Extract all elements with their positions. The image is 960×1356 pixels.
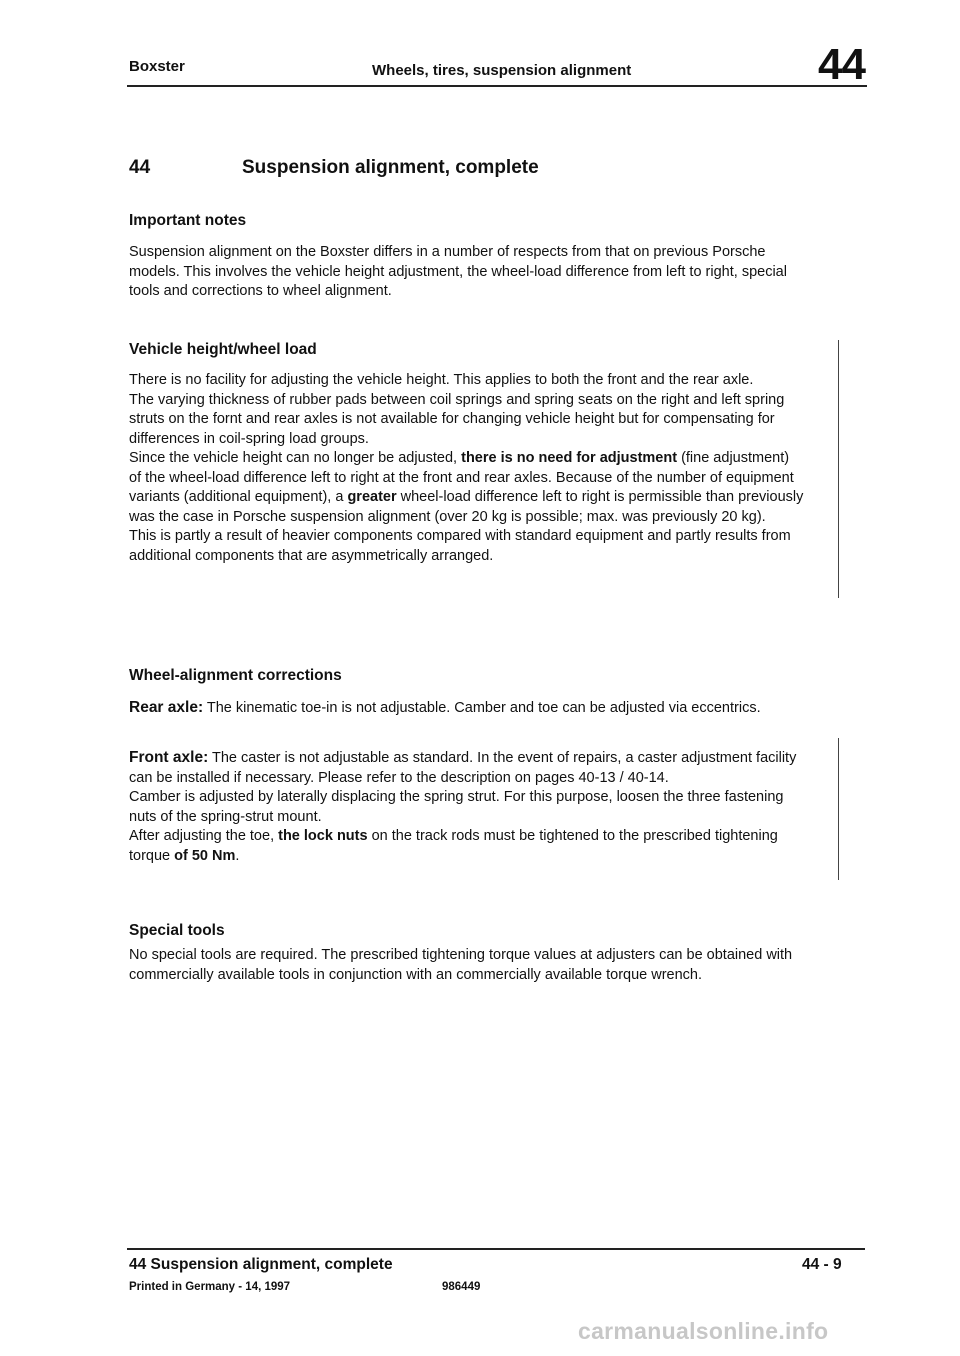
text-line: [129, 449, 854, 469]
text-run: (fine adjustment): [677, 450, 790, 466]
emphasis-text: of 50 Nm: [174, 847, 236, 864]
text-run: The kinematic toe-in is not adjustable. Camber and toe can be adjusted via eccentrics.: [203, 700, 761, 716]
text-line: of the wheel-load difference left to right at the front and rear axles. Because of the number of equipment: [129, 469, 794, 486]
footer-rule: [127, 1248, 865, 1250]
front-axle-text: [129, 748, 854, 866]
vehicle-height-text: [129, 371, 854, 566]
corrections-heading: Wheel-alignment corrections: [129, 667, 342, 684]
text-line: [129, 748, 854, 769]
text-line: [129, 827, 854, 847]
section-title: Suspension alignment, complete: [242, 157, 539, 178]
text-run: wheel-load difference left to right is permissible than previously: [396, 489, 804, 505]
text-line: There is no facility for adjusting the vehicle height. This applies to both the front and the rear axle.: [129, 372, 754, 388]
text-line: [129, 847, 854, 867]
text-run: After adjusting the toe,: [129, 828, 279, 844]
text-run: .: [235, 847, 240, 864]
text-line: struts on the fornt and rear axles is not available for changing vehicle height but for compensating for: [129, 411, 775, 427]
footer-page-number: 44 - 9: [802, 1256, 842, 1273]
text-line: This is partly a result of heavier components compared with standard equipment and partly results from: [129, 528, 791, 544]
text-line: nuts of the spring-strut mount.: [129, 808, 322, 825]
important-notes-text: [129, 243, 854, 302]
rear-axle-label: Rear axle:: [129, 699, 204, 716]
text-line: commercially available tools in conjunction with an commercially available torque wrench.: [129, 966, 703, 983]
text-run: variants (additional equipment), a: [129, 489, 348, 505]
footer-document-code: 986449: [442, 1281, 481, 1293]
text-run: on the track rods must be tightened to the prescribed tightening: [367, 828, 778, 844]
text-run: Since the vehicle height can no longer be adjusted,: [129, 450, 462, 466]
header-rule: [127, 85, 867, 87]
vehicle-height-heading: Vehicle height/wheel load: [129, 341, 317, 358]
text-line: differences in coil-spring load groups.: [129, 430, 369, 447]
text-line: Suspension alignment on the Boxster differs in a number of respects from that on previous Porsche: [129, 244, 766, 260]
header-title: Wheels, tires, suspension alignment: [372, 62, 632, 79]
watermark: carmanualsonline.info: [578, 1318, 829, 1344]
text-run: The caster is not adjustable as standard. In the event of repairs, a caster adjustment facility: [208, 750, 797, 766]
footer-printed-info: Printed in Germany - 14, 1997: [129, 1281, 291, 1293]
text-line: Camber is adjusted by laterally displacing the spring strut. For this purpose, loosen the three fastening: [129, 789, 784, 805]
text-line: additional components that are asymmetrically arranged.: [129, 547, 494, 564]
footer-title: 44 Suspension alignment, complete: [129, 1256, 393, 1273]
text-run: torque: [129, 847, 175, 864]
text-line: was the case in Porsche suspension alignment (over 20 kg is possible; max. was previously 20 kg).: [129, 508, 766, 525]
text-line: models. This involves the vehicle height adjustment, the wheel-load difference from left to right, special: [129, 263, 787, 280]
header-group-number: 44: [818, 40, 865, 89]
text-line: The varying thickness of rubber pads between coil springs and spring seats on the right and left spring: [129, 391, 785, 408]
emphasis-text: the lock nuts: [278, 828, 368, 844]
text-line: No special tools are required. The prescribed tightening torque values at adjusters can be obtained with: [129, 947, 793, 963]
important-notes-heading: Important notes: [129, 212, 247, 229]
rear-axle-text: [129, 698, 854, 719]
emphasis-text: greater: [347, 489, 397, 505]
text-line: tools and corrections to wheel alignment.: [129, 283, 392, 299]
front-axle-label: Front axle:: [129, 749, 209, 766]
text-line: can be installed if necessary. Please refer to the description on pages 40-13 / 40-14.: [129, 769, 669, 786]
emphasis-text: there is no need for adjustment: [461, 450, 678, 466]
header-model: Boxster: [129, 58, 185, 75]
special-tools-text: [129, 946, 854, 985]
text-line: [129, 488, 854, 508]
special-tools-heading: Special tools: [129, 922, 225, 939]
section-number: 44: [129, 157, 151, 178]
